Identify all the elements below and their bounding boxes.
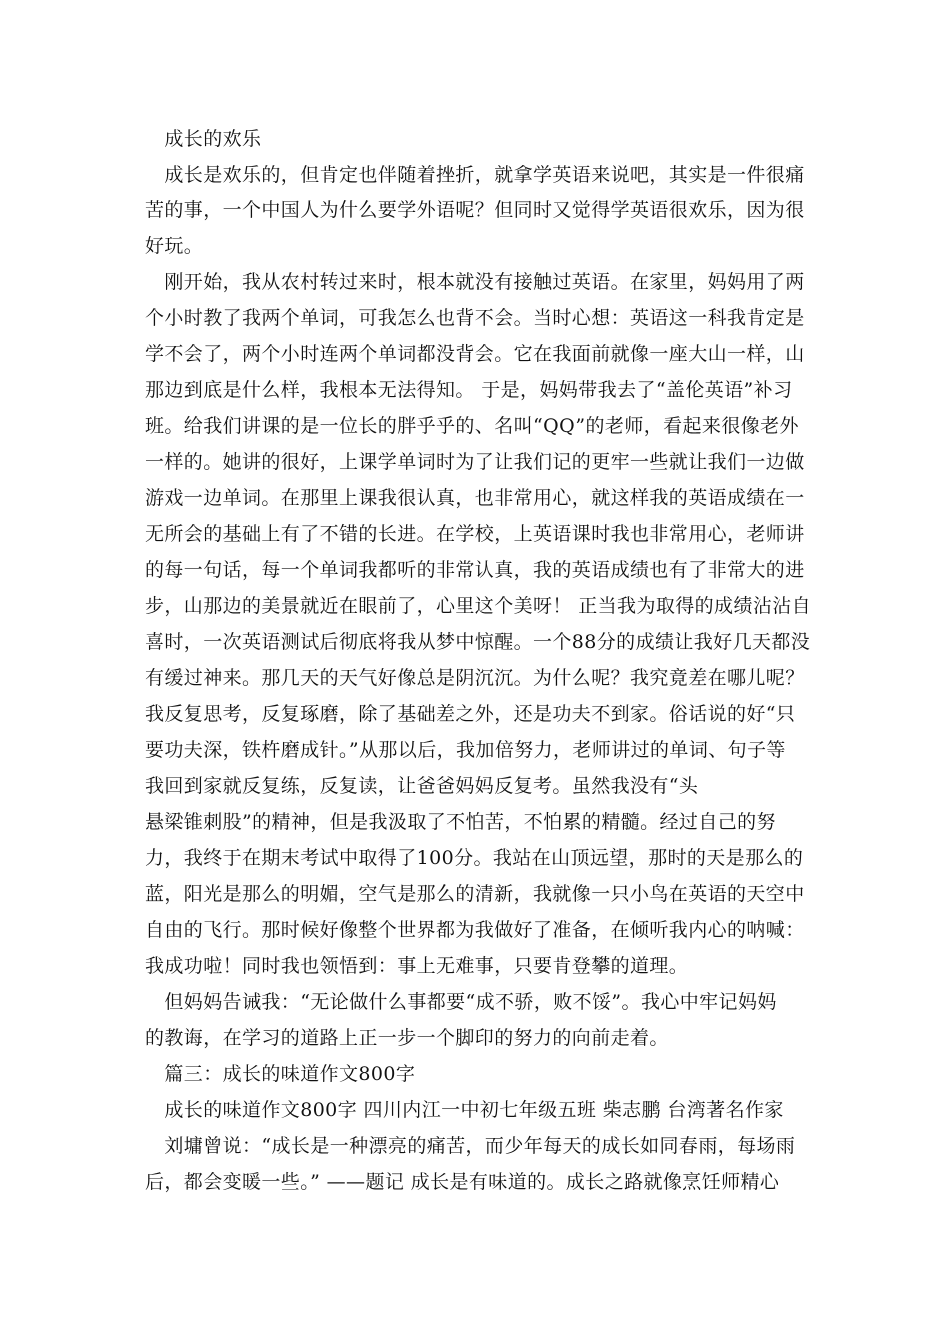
text-line: 刘墉曾说：“成长是一种漂亮的痛苦，而少年每天的成长如同春雨，每场雨 bbox=[145, 1135, 796, 1157]
text-line: 刚开始，我从农村转过来时，根本就没有接触过英语。在家里，妈妈用了两 bbox=[145, 271, 805, 293]
text-line: 的每一句话，每一个单词我都听的非常认真，我的英语成绩也有了非常大的进 bbox=[145, 559, 805, 581]
text-line: 那边到底是什么样，我根本无法得知。 于是，妈妈带我去了“盖伦英语”补习 bbox=[145, 379, 793, 401]
text-line: 成长的味道作文800字 四川内江一中初七年级五班 柴志鹏 台湾著名作家 bbox=[145, 1099, 784, 1121]
text-line: 班。给我们讲课的是一位长的胖乎乎的、名叫“QQ”的老师，看起来很像老外 bbox=[145, 415, 799, 437]
text-line: 学不会了，两个小时连两个单词都没背会。它在我面前就像一座大山一样，山 bbox=[145, 343, 805, 365]
text-line: 苦的事，一个中国人为什么要学外语呢？但同时又觉得学英语很欢乐，因为很 bbox=[145, 199, 805, 221]
text-line: 个小时教了我两个单词，可我怎么也背不会。当时心想：英语这一科我肯定是 bbox=[145, 307, 805, 329]
text-line: 的教诲，在学习的道路上正一步一个脚印的努力的向前走着。 bbox=[145, 1027, 669, 1049]
text-line: 蓝，阳光是那么的明媚，空气是那么的清新，我就像一只小鸟在英语的天空中 bbox=[145, 883, 805, 905]
text-line: 一样的。她讲的很好，上课学单词时为了让我们记的更牢一些就让我们一边做 bbox=[145, 451, 805, 473]
text-line: 有缓过神来。那几天的天气好像总是阴沉沉。为什么呢？我究竟差在哪儿呢？ bbox=[145, 667, 805, 689]
section-heading: 篇三：成长的味道作文800字 bbox=[145, 1063, 416, 1085]
text-line: 喜时，一次英语测试后彻底将我从梦中惊醒。一个88分的成绩让我好几天都没 bbox=[145, 631, 811, 653]
text-line: 力，我终于在期末考试中取得了100分。我站在山顶远望，那时的天是那么的 bbox=[145, 847, 804, 869]
text-line: 成长是欢乐的，但肯定也伴随着挫折，就拿学英语来说吧，其实是一件很痛 bbox=[145, 164, 805, 186]
text-line: 我回到家就反复练，反复读，让爸爸妈妈反复考。虽然我没有“头 bbox=[145, 775, 699, 797]
text-line: 但妈妈告诫我：“无论做什么事都要“成不骄，败不馁”。我心中牢记妈妈 bbox=[145, 991, 777, 1013]
text-line: 后，都会变暖一些。” ——题记 成长是有味道的。成长之路就像烹饪师精心 bbox=[145, 1171, 780, 1193]
text-line: 我成功啦！同时我也领悟到：事上无难事，只要肯登攀的道理。 bbox=[145, 955, 689, 977]
essay-title: 成长的欢乐 bbox=[145, 128, 262, 150]
text-line: 自由的飞行。那时候好像整个世界都为我做好了准备，在倾听我内心的呐喊： bbox=[145, 919, 805, 941]
text-line: 要功夫深，铁杵磨成针。”从那以后，我加倍努力，老师讲过的单词、句子等 bbox=[145, 739, 786, 761]
text-line: 悬梁锥刺股”的精神，但是我汲取了不怕苦，不怕累的精髓。经过自己的努 bbox=[145, 811, 776, 833]
text-line: 无所会的基础上有了不错的长进。在学校，上英语课时我也非常用心，老师讲 bbox=[145, 523, 805, 545]
text-line: 游戏一边单词。在那里上课我很认真，也非常用心，就这样我的英语成绩在一 bbox=[145, 487, 805, 509]
text-line: 步，山那边的美景就近在眼前了，心里这个美呀！ 正当我为取得的成绩沾沾自 bbox=[145, 595, 812, 617]
text-line: 好玩。 bbox=[145, 235, 204, 257]
text-line: 我反复思考，反复琢磨，除了基础差之外，还是功夫不到家。俗话说的好“只 bbox=[145, 703, 796, 725]
